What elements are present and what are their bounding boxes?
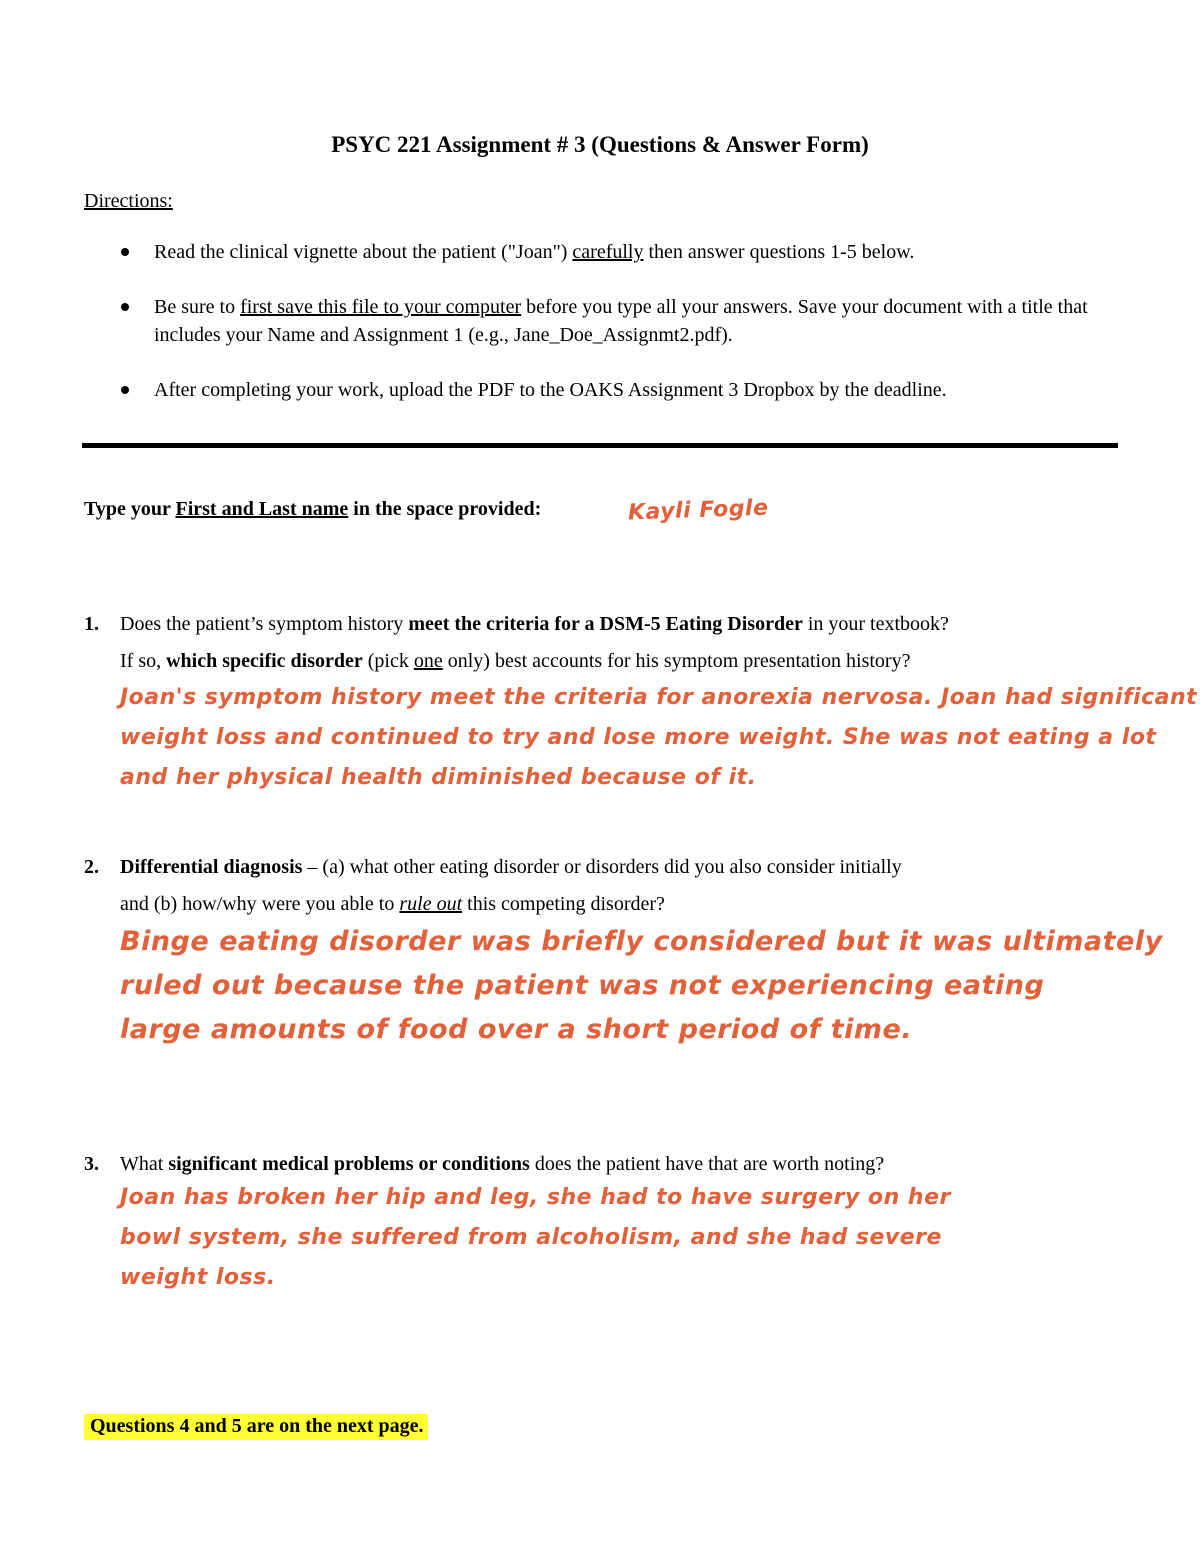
section-divider: [82, 443, 1118, 448]
question-text-line-2: If so, which specific disorder (pick one only) best accounts for his symptom presentation history?: [120, 650, 911, 672]
directions-list: [84, 238, 1124, 431]
question-number: 1.: [84, 613, 99, 635]
answer-3-handwritten: [120, 1178, 1120, 1298]
direction-item: Read the clinical vignette about the patient ("Joan") carefully then answer questions 1-5 below.: [84, 238, 1124, 266]
answer-line: ruled out because the patient was not experiencing eating: [120, 970, 1045, 1001]
next-page-note: Questions 4 and 5 are on the next page.: [84, 1414, 428, 1440]
question-text-line-1: Does the patient’s symptom history meet the criteria for a DSM-5 Eating Disorder in your textbook?: [120, 613, 949, 635]
answer-line: weight loss and continued to try and lose more weight. She was not eating a lot: [120, 725, 1157, 750]
question-number: 3.: [84, 1153, 99, 1175]
answer-line: Joan has broken her hip and leg, she had to have surgery on her: [120, 1185, 951, 1210]
answer-2-handwritten: [120, 920, 1163, 1052]
page-title: PSYC 221 Assignment # 3 (Questions & Answer Form): [331, 132, 869, 157]
directions-label: Directions:: [84, 190, 173, 212]
question-text-line-2: and (b) how/why were you able to rule out this competing disorder?: [120, 893, 665, 915]
answer-line: large amounts of food over a short period of time.: [120, 1014, 913, 1045]
answer-line: and her physical health diminished because of it.: [120, 765, 757, 790]
student-name-handwritten: Kayli Fogle: [627, 495, 769, 526]
answer-line: Binge eating disorder was briefly considered but it was ultimately: [120, 926, 1163, 957]
question-text-line-1: Differential diagnosis – (a) what other eating disorder or disorders did you also consider initially: [120, 856, 902, 878]
answer-line: bowl system, she suffered from alcoholism, and she had severe: [120, 1225, 942, 1250]
direction-item: Be sure to first save this file to your computer before you type all your answers. Save your document with a title that includes your Name and Assignment 1 (e.g., Jane_Doe_Assignmt2.pdf).: [84, 293, 1124, 349]
answer-1-handwritten: [120, 678, 1198, 798]
direction-item: After completing your work, upload the PDF to the OAKS Assignment 3 Dropbox by the deadline.: [84, 376, 1124, 404]
question-number: 2.: [84, 856, 99, 878]
answer-line: weight loss.: [120, 1265, 276, 1290]
question-text-line-1: What significant medical problems or conditions does the patient have that are worth noting?: [120, 1153, 885, 1175]
name-prompt: Type your First and Last name in the space provided:: [84, 498, 542, 520]
answer-line: Joan's symptom history meet the criteria for anorexia nervosa. Joan had significant: [120, 685, 1198, 710]
